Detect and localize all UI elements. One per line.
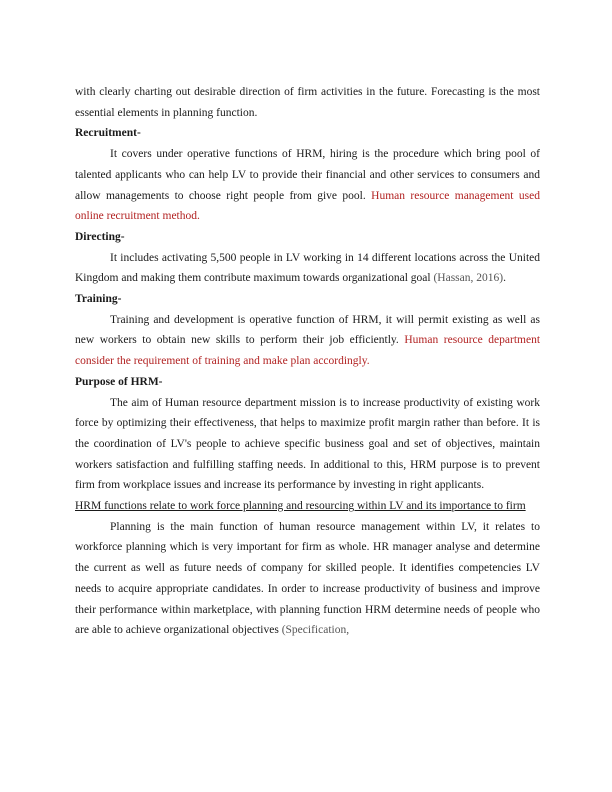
directing-paragraph: It includes activating 5,500 people in LV working in 14 different locations across the United Kingdom and making them contribute maximum towards organizational goal (Hassan, 2016). (75, 251, 540, 285)
training-paragraph (75, 310, 540, 372)
purpose-paragraph: The aim of Human resource department mission is to increase productivity of existing work force by optimizing their effectiveness, that helps to maximize profit margin rather than before. It is the coordination of LV's people to achieve specific business goal and set of objectives, maintain workers satisfaction and fulfilling staffing needs. In additional to this, HRM purpose is to prevent firm from workplace issues and increase its performance by investing in right applicants. (75, 396, 540, 492)
directing-heading: Directing- (75, 230, 125, 243)
planning-text: Planning is the main function of human resource management within LV, it relates to workforce planning which is very important for firm as whole. HR manager analyse and determine the current as well as future needs of company for skilled people. It identifies competencies LV needs to acquire appropriate candidates. In order to increase productivity of business and improve their performance within marketplace, with planning function HRM determine needs of people who are able to achieve organizational objectives (75, 520, 540, 637)
training-text: Training and development is operative function of HRM, it will permit existing as well as new workers to obtain new skills to perform their job efficiently. (75, 313, 540, 347)
recruitment-text: It covers under operative functions of HRM, hiring is the procedure which bring pool of talented applicants who can help LV to provide their financial and other services to consumers and allow managements to choose right people from give pool. (75, 148, 540, 202)
page-content (75, 82, 540, 641)
directing-citation: (Hassan, 2016) (433, 272, 504, 285)
recruitment-heading: Recruitment- (75, 127, 141, 140)
functions-subheading: HRM functions relate to work force planning and resourcing within LV and its importance to firm (75, 500, 526, 513)
training-heading: Training- (75, 293, 122, 306)
planning-paragraph (75, 517, 540, 641)
intro-paragraph: with clearly charting out desirable direction of firm activities in the future. Forecasting is the most essential elements in planning function. (75, 86, 540, 119)
planning-citation: (Specification, (281, 624, 350, 637)
recruitment-paragraph (75, 144, 540, 227)
purpose-heading: Purpose of HRM- (75, 375, 163, 388)
recruitment-highlight: Human resource management used online recruitment method. (75, 189, 540, 223)
directing-text: It includes activating 5,500 people in LV working in 14 different locations across the United Kingdom and making them contribute maximum towards organizational goal (75, 251, 540, 285)
training-highlight: Human resource department consider the requirement of training and make plan accordingly. (75, 334, 541, 368)
